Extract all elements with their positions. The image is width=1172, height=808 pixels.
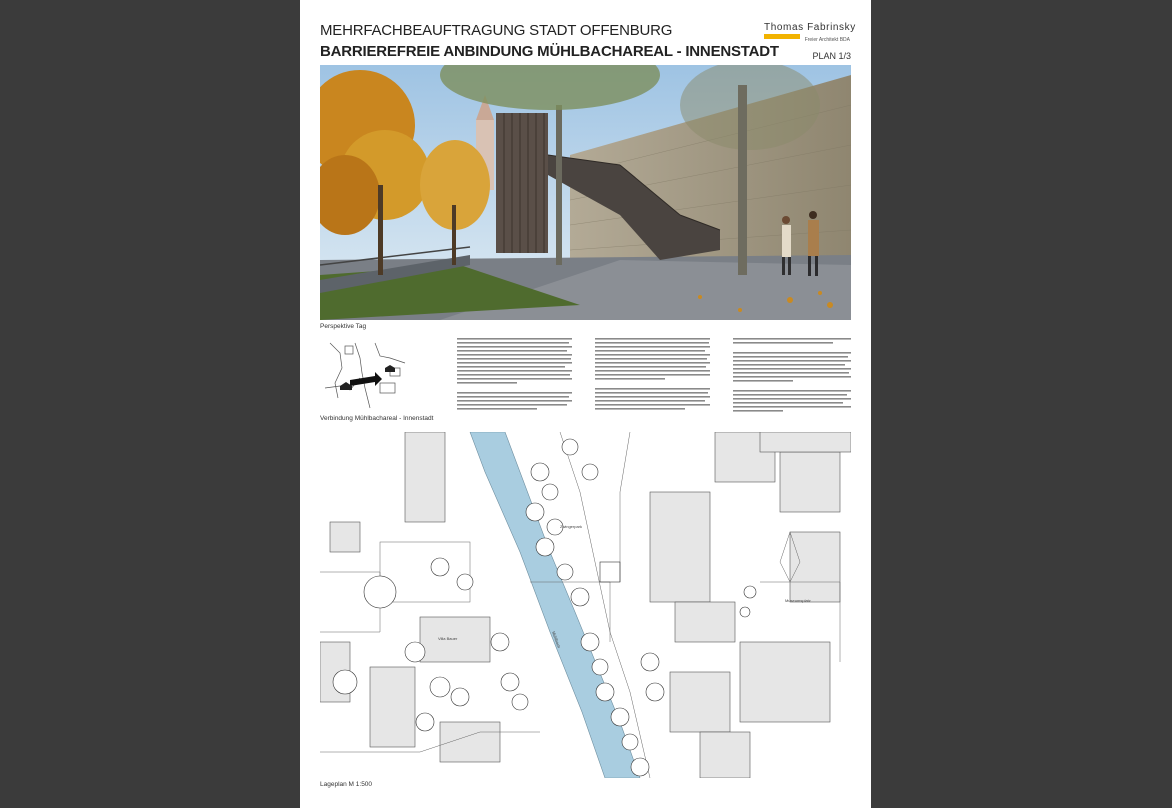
perspective-image <box>320 65 851 320</box>
poster-sheet <box>300 0 871 808</box>
text-lines-3 <box>733 338 851 413</box>
label-villa-bauer: Villa Bauer <box>438 636 458 641</box>
text-lines-1 <box>457 338 572 413</box>
key-map <box>320 338 415 413</box>
site-plan <box>320 432 851 778</box>
logo-subtitle: Freier Architekt BDA <box>804 37 850 43</box>
title-line-1: MEHRFACHBEAUFTRAGUNG STADT OFFENBURG <box>320 22 673 39</box>
text-column-3 <box>733 338 848 414</box>
text-lines-2 <box>595 338 710 413</box>
site-plan-drawing <box>320 432 851 778</box>
key-map-image <box>320 338 415 413</box>
siteplan-caption: Lageplan M 1:500 <box>320 781 373 788</box>
text-column-1 <box>457 338 572 414</box>
perspective-rendering <box>320 65 851 320</box>
plan-number: PLAN 1/3 <box>812 51 851 61</box>
label-museumsplatz: Museumsplatz <box>785 598 811 603</box>
keymap-caption: Verbindung Mühlbachareal - Innenstadt <box>320 415 434 422</box>
label-muehlbach: Mühlbach <box>551 630 562 649</box>
perspective-caption: Perspektive Tag <box>320 323 367 330</box>
logo-accent-bar <box>764 34 800 39</box>
title-line-2: BARRIEREFREIE ANBINDUNG MÜHLBACHAREAL - INNENSTADT <box>320 43 779 60</box>
text-column-2 <box>595 338 710 414</box>
label-zwingerpark: Zwingerpark <box>560 524 583 529</box>
logo-name: Thomas Fabrinsky <box>764 22 856 33</box>
architect-logo <box>764 22 856 43</box>
